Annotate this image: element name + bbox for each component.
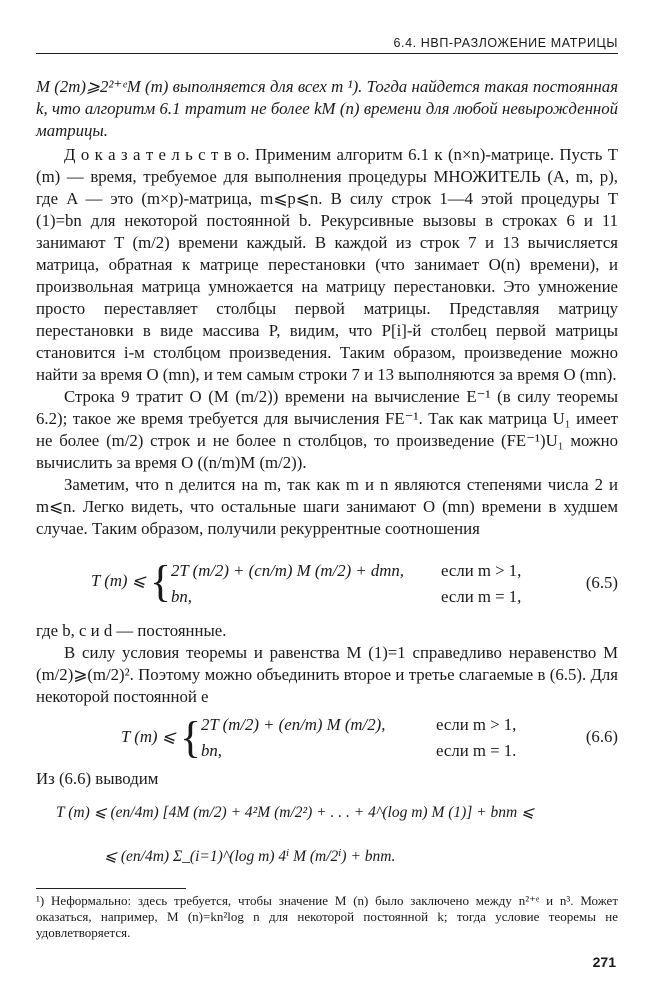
equation-6-6-number: (6.6): [585, 727, 618, 746]
equation-final-line1: T (m) ⩽ (en/4m) [4M (m/2) + 4²M (m/2²) + . . . + 4^(log m) M (1)] + bnm ⩽: [56, 804, 535, 821]
equation-6-5-case1: 2T (m/2) + (cn/m) M (m/2) + dmn,: [171, 561, 405, 580]
equation-6-6: [36, 706, 618, 766]
text-block-middle: [36, 620, 618, 708]
equation-6-6-case2: bn,: [201, 741, 222, 760]
equation-6-5-brace: {: [149, 557, 172, 606]
footnote-rule: [36, 888, 186, 889]
equation-6-5-cond2: если m = 1,: [441, 587, 522, 606]
paragraph-constants: где b, c и d — постоянные.: [36, 621, 227, 640]
equation-6-5-body: [91, 557, 172, 606]
page-number: 271: [592, 954, 616, 970]
equation-6-6-lhs: T (m) ⩽: [121, 726, 176, 746]
running-header: 6.4. НВП-РАЗЛОЖЕНИЕ МАТРИЦЫ: [36, 36, 618, 54]
paragraph-proof: Д о к а з а т е л ь с т в о. Применим алгоритм 6.1 к (n×n)-матрице. Пусть T (m) — время, требуемое для выполнения процедуры МНОЖИТЕЛЬ (A, m, p), где A — это (m×p)-матрица, m⩽p⩽n. В силу строк 1—4 этой процедуры T (1)=bn для некоторой постоянной b. Рекурсивные вызовы в строках 6 и 11 занимают T (m/2) времени каждый. В каждой из строк 7 и 13 вычисляется матрица, обратная к матрице перестановки (что занимает O(n) времени), и произвольная матрица умножается на матрицу перестановки. Это умножение просто переставляет столбцы первой матрицы. Представляя матрицу перестановки в виде массива P, видим, что P[i]-й столбец первой матрицы становится i-м столбцом произведения. Таким образом, произведение можно найти за время O (mn), и тем самым строки 7 и 13 выполняются за время O (mn).: [36, 145, 618, 384]
equation-6-5-number: (6.5): [585, 573, 618, 592]
footnote: ¹) Неформально: здесь требуется, чтобы значение M (n) было заключено между n²⁺ᵉ и n³. Может оказаться, например, M (n)=kn²log n для некоторой постоянной k; тогда условие теоремы не удовлетворяется.: [36, 893, 618, 940]
paragraph-theorem-condition: В силу условия теоремы и равенства M (1)=1 справедливо неравенство M (m/2)⩾(m/2)². Поэтому можно объединить второе и третье слагаемые в (6.5). Для некоторой постоянной e: [36, 643, 618, 706]
equation-6-6-body: [121, 713, 202, 762]
equation-6-5-case2: bn,: [171, 587, 192, 606]
paragraph-derive: Из (6.6) выводим: [36, 769, 159, 788]
equation-6-5-lhs: T (m) ⩽: [91, 570, 146, 590]
equation-6-6-case1: 2T (m/2) + (en/m) M (m/2),: [201, 715, 386, 734]
paragraph-recurrence-note: Заметим, что n делится на m, так как m и n являются степенями числа 2 и m⩽n. Легко видеть, что остальные шаги занимают O (mn) времени в худшем случае. Таким образом, получили рекуррентные соотношения: [36, 475, 618, 538]
equation-6-5-cond1: если m > 1,: [441, 561, 522, 580]
equation-6-6-cond1: если m > 1,: [436, 715, 517, 734]
equation-6-6-cond2: если m = 1.: [436, 741, 517, 760]
equation-6-6-brace: {: [179, 713, 202, 762]
text-block-top: [36, 76, 618, 142]
equation-final: [36, 796, 618, 876]
paragraph-line9: Строка 9 тратит O (M (m/2)) времени на вычисление E⁻¹ (в силу теоремы 6.2); такое же время требуется для вычисления FE⁻¹. Так как матрица U₁ имеет не более (m/2) строк и не более n столбцов, то произведение (FE⁻¹)U₁ можно вычислить за время O ((n/m)M (m/2)).: [36, 387, 618, 472]
text-block-proof: [36, 144, 618, 540]
equation-6-5: [36, 552, 618, 612]
paragraph-theorem-end: M (2m)⩾2²⁺ᵉM (m) выполняется для всех m ¹). Тогда найдется такая постоянная k, что алгоритм 6.1 тратит не более kM (n) времени для любой невырожденной матрицы.: [36, 77, 618, 140]
text-block-derive: [36, 768, 618, 790]
equation-final-line2: ⩽ (en/4m) Σ_(i=1)^(log m) 4ⁱ M (m/2ⁱ) + bnm.: [104, 848, 396, 865]
